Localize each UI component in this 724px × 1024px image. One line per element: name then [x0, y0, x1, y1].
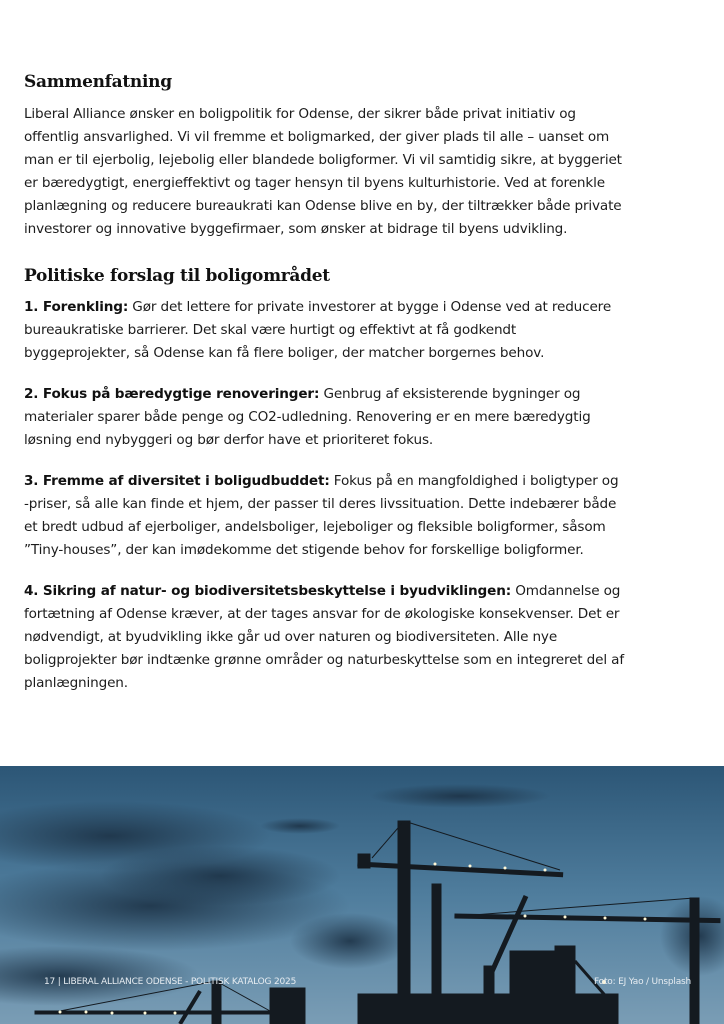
- summary-heading: Sammenfatning: [24, 72, 172, 92]
- proposal-title: 3. Fremme af diversitet i boligudbuddet:: [24, 473, 330, 489]
- proposal-title: 2. Fokus på bæredygtige renoveringer:: [24, 386, 320, 402]
- proposals-heading: Politiske forslag til boligområdet: [24, 266, 330, 286]
- proposal-text: Genbrug af eksisterende bygninger og materialer sparer både penge og CO2-udledning. Renovering er en mere bæredygtig løsning end nybyggeri og bør derfor have et prioriteret fokus.: [24, 386, 591, 448]
- proposal-item: [24, 296, 624, 365]
- proposal-item: [24, 383, 624, 452]
- proposal-text: Fokus på en mangfoldighed i boligtyper og -priser, så alle kan finde et hjem, der passer til deres livssituation. Dette indebærer både et bredt udbud af ejerboliger, andelsboliger, lejeboliger og fleksible boligformer, såsom ”Tiny-houses”, der kan imødekomme det stigende behov for forskellige boligformer.: [24, 473, 619, 558]
- crane-jib: [35, 1011, 285, 1014]
- page-footer-info: 17 | LIBERAL ALLIANCE ODENSE - POLITISK KATALOG 2025: [44, 977, 297, 987]
- proposal-item: [24, 580, 624, 695]
- proposal-text: Gør det lettere for private investorer at bygge i Odense ved at reducere bureaukratiske barrierer. Det skal være hurtigt og effektivt at få godkendt byggeprojekter, så Odense kan få flere boliger, der matcher borgernes behov.: [24, 299, 612, 361]
- building: [358, 994, 618, 1024]
- summary-text: Liberal Alliance ønsker en boligpolitik for Odense, der sikrer både privat initiativ og offentlig ansvarlighed. Vi vil fremme et boligmarked, der giver plads til alle – uanset om man er til ejerbolig, lejebolig eller blandede boligformer. Vi vil samtidig sikre, at byggeriet er bæredygtigt, energieffektivt og tager hensyn til byens kulturhistorie. Ved at forenkle planlægning og reducere bureaukrati kan Odense blive en by, der tiltrækker både private investorer og innovative byggefirmaer, som ønsker at bidrage til byens udvikling.: [24, 106, 622, 237]
- proposal-text: Omdannelse og fortætning af Odense kræver, at der tages ansvar for de økologiske konsekvenser. Det er nødvendigt, at byudvikling ikke går ud over naturen og biodiversiteten. Alle nye boligprojekter bør indtænke grønne områder og naturbeskyttelse som en integreret del af planlægningen.: [24, 583, 624, 691]
- proposal-item: [24, 470, 624, 562]
- proposal-title: 4. Sikring af natur- og biodiversitetsbeskyttelse i byudviklingen:: [24, 583, 512, 599]
- proposal-title: 1. Forenkling:: [24, 299, 129, 315]
- photo-credit: Foto: EJ Yao / Unsplash: [594, 977, 692, 987]
